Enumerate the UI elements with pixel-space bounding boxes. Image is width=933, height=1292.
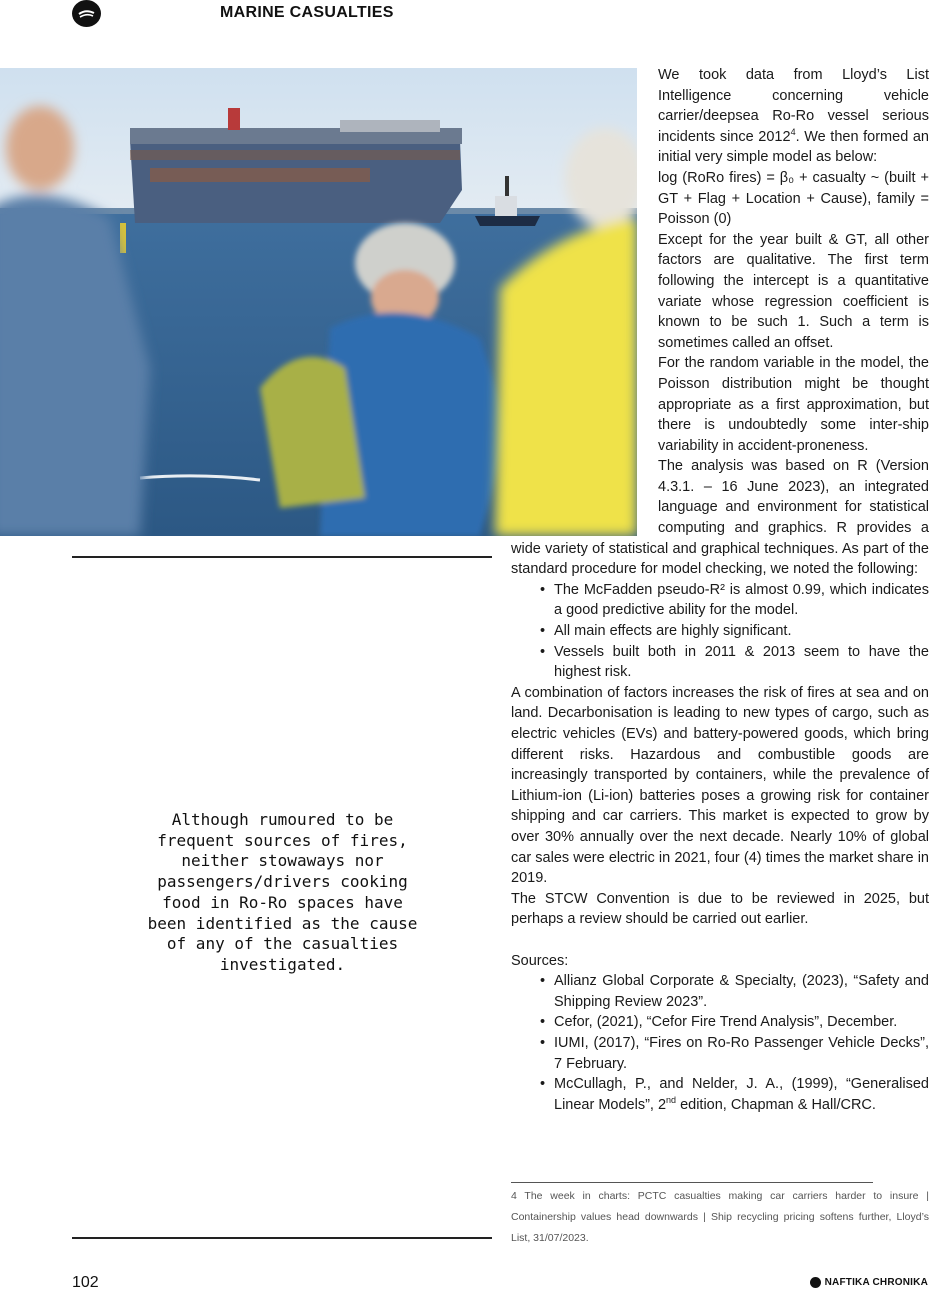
- sources-label: Sources:: [511, 952, 569, 969]
- paragraph: Except for the year built & GT, all other factors are qualitative. The first term following the intercept is a quantitative variate whose regression coefficient is known to be such 1. Such a term is sometimes called an offset.: [658, 231, 929, 351]
- paragraph: The STCW Convention is due to be reviewed in 2025, but perhaps a review should be carried out earlier.: [511, 890, 929, 928]
- brand-logo-icon: [810, 1277, 821, 1288]
- footnote-rule: [511, 1182, 873, 1183]
- footnote: 4 The week in charts: PCTC casualties making car carriers harder to insure | Containership values head downwards | Ship recycling pricing softens further, Lloyd’s List, 31/07/2023.: [511, 1190, 929, 1244]
- model-formula: log (RoRo fires) = β₀ + casualty ~ (built + GT + Flag + Location + Cause), family = Poisson (0): [658, 169, 929, 228]
- paragraph: A combination of factors increases the risk of fires at sea and on land. Decarbonisation is leading to new types of cargo, such as electric vehicles (EVs) and battery-powered goods, which bring different risks. Hazardous and combustible goods are increasingly transported by containers, while the prevalence of Lithium-ion (Li-ion) batteries poses a growing risk for container shipping and car carriers. This market is expected to grow by over 30% annually over the next decade. Nearly 10% of global car sales were electric in 2021, four (4) times the market share in 2019.: [511, 684, 929, 887]
- list-item: • The McFadden pseudo-R² is almost 0.99, which indicates a good predictive ability for the model.: [511, 580, 929, 621]
- page-number: 102: [72, 1274, 99, 1291]
- source-item: • IUMI, (2017), “Fires on Ro-Ro Passenger Vehicle Decks”, 7 February.: [511, 1033, 929, 1074]
- paragraph: We took data from Lloyd’s List Intelligence concerning vehicle carrier/deepsea Ro-Ro vessel serious incidents since 2012$^4$. We then formed an initial very simple model as below:: [658, 67, 929, 166]
- divider-top: [72, 556, 492, 558]
- magazine-logo-icon: [72, 0, 101, 27]
- sources-list: [511, 971, 929, 1115]
- source-item: • Allianz Global Corporate & Specialty, (2023), “Safety and Shipping Review 2023”.: [511, 971, 929, 1012]
- paragraph-wrap: The analysis was based on R (Version 4.3.1. – 16 June 2023), an integrated language and environment for statistical computing and graphics. R provides a wide variety of statistical and graphical techniques. As part of the standard procedure for model checking, we noted the following:: [511, 458, 929, 578]
- source-item: • Cefor, (2021), “Cefor Fire Trend Analysis”, December.: [511, 1012, 929, 1033]
- divider-bottom: [72, 1237, 492, 1239]
- publication-brand: [810, 1277, 928, 1288]
- section-title: MARINE CASUALTIES: [220, 4, 394, 21]
- list-item: • Vessels built both in 2011 & 2013 seem to have the highest risk.: [511, 642, 929, 683]
- paragraph: For the random variable in the model, the Poisson distribution might be thought appropriate as a first approximation, but there is undoubtedly some inter-ship variability in accident-proneness.: [658, 355, 929, 454]
- brand-name: NAFTIKA CHRONIKA: [824, 1277, 928, 1288]
- pull-quote: Although rumoured to be frequent sources of fires, neither stowaways nor passengers/drivers cooking food in Ro-Ro spaces have been identified as the cause of any of the casualties investigated.: [147, 810, 418, 974]
- findings-list: [511, 580, 929, 683]
- source-item: • McCullagh, P., and Nelder, J. A., (1999), “Generalised Linear Models”, 2nd edition, Chapman & Hall/CRC.: [511, 1074, 929, 1115]
- article-body: [511, 65, 929, 1115]
- list-item: • All main effects are highly significant.: [511, 621, 929, 642]
